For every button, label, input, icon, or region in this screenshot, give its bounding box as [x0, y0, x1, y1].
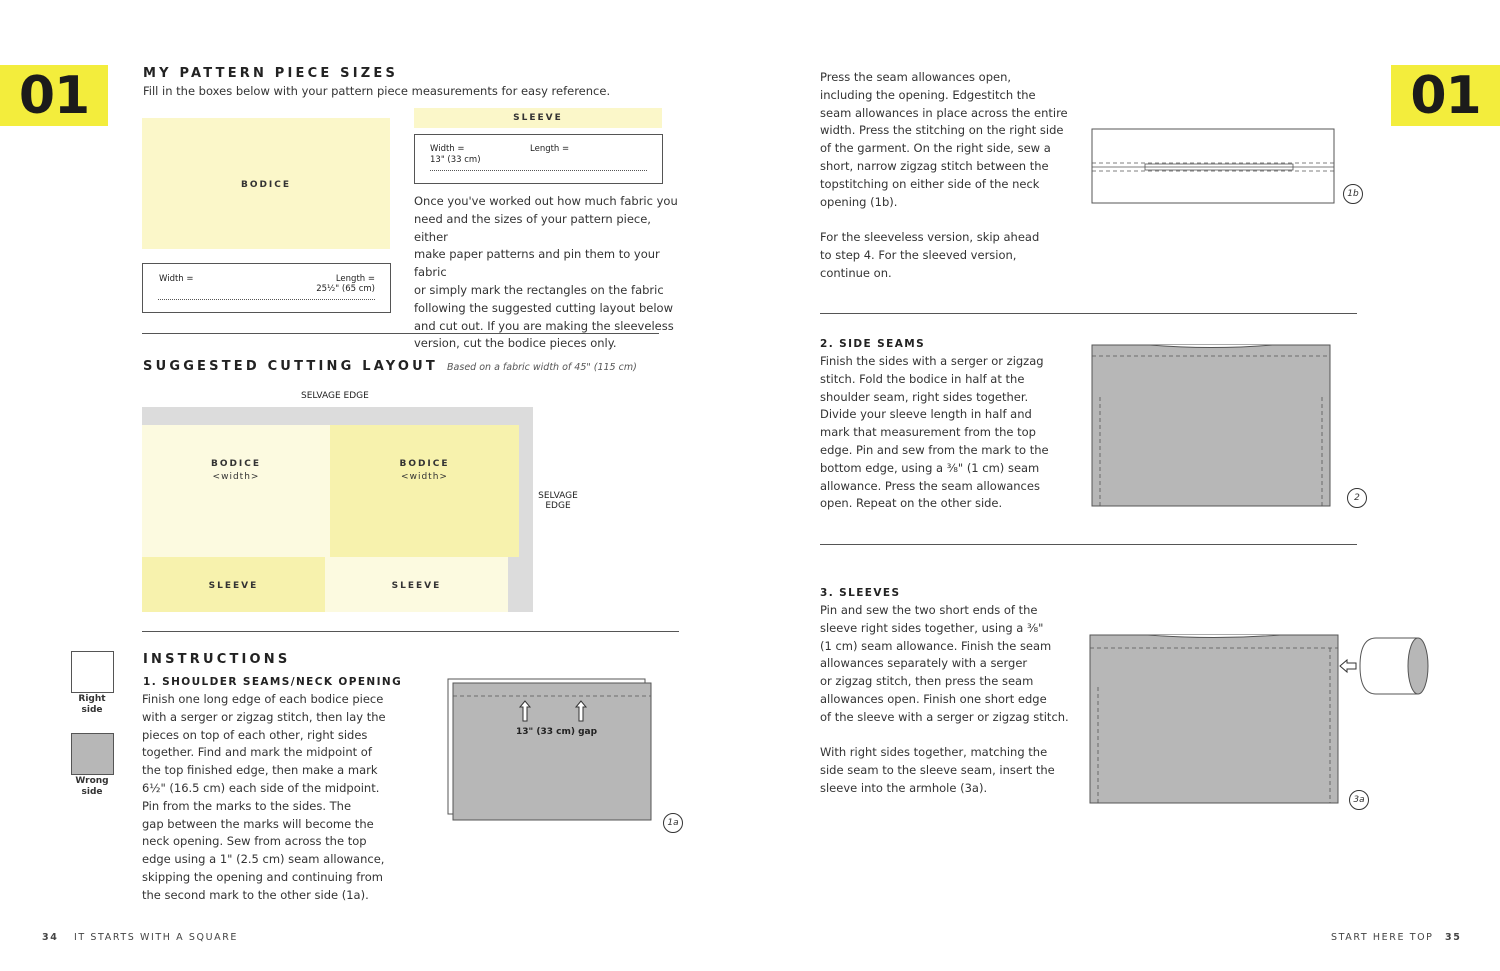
bodice-size-box [142, 118, 390, 249]
figure-2-label: 2 [1347, 488, 1367, 508]
step2-text: Finish the sides with a serger or zigzag stitch. Fold the bodice in half at the shoulder seam, right sides together. Divide your sleeve length in half and mark that measurement from the top edge. Pin and sew from the mark to the bottom edge, using a ⅜" (1 cm) seam allowance. Press the seam allowances open. Repeat on the other side. [820, 354, 1049, 511]
figure-3a [1088, 632, 1433, 807]
instructions-heading: INSTRUCTIONS [143, 652, 291, 667]
sleeve-measure-box [414, 134, 663, 184]
divider-1 [142, 333, 659, 334]
layout-bodice-1: BODICE <width> [142, 425, 330, 564]
chapter-tab-right: 01 [1391, 65, 1500, 126]
figure-1a [445, 676, 660, 826]
layout-sleeve-1: SLEEVE [142, 557, 325, 612]
bodice-measure-box [142, 263, 391, 313]
footer-page-right: 35 [1445, 932, 1462, 943]
legend-right-label: Right side [78, 694, 106, 715]
legend-right-swatch [71, 651, 114, 693]
figure-1b-label: 1b [1343, 184, 1363, 204]
sleeve-length-label: Length = [530, 144, 570, 154]
selvage-right-label: SELVAGE EDGE [538, 491, 578, 511]
sleeve-width-value: 13" (33 cm) [430, 155, 481, 165]
layout-bodice-2: BODICE <width> [330, 425, 519, 557]
footer-page-left: 34 [42, 932, 59, 943]
step3-title: 3. SLEEVES [820, 587, 901, 599]
step1-text: Finish one long edge of each bodice piece with a serger or zigzag stitch, then lay the pieces on top of each other, right sides together. Find and mark the midpoint of the top finished edge, then make a mark 6½" (16.5 cm) each side of the midpoint. Pin from the marks to the sides. The gap between the marks will become the neck opening. Sew from across the top edge using a 1" (2.5 cm) seam allowance, skipping the opening and continuing from the second mark to the other side (1a). [142, 692, 386, 902]
legend-wrong-swatch [71, 733, 114, 775]
figure-2 [1090, 342, 1335, 510]
gap-label: 13" (33 cm) gap [516, 727, 598, 737]
divider-2 [142, 631, 679, 632]
legend-wrong-label: Wrong side [75, 776, 109, 797]
step2-title: 2. SIDE SEAMS [820, 338, 926, 350]
bodice-length-label: Length = [335, 274, 375, 284]
step3-text: Pin and sew the two short ends of the sleeve right sides together, using a ⅜" (1 cm) seam allowance. Finish the seam allowances separately with a serger or zigzag stitch, then press the seam allowances open. Finish one short edge of the sleeve with a serger or zigzag stitch. [820, 603, 1069, 724]
sleeve-size-header [414, 108, 662, 128]
pattern-sizes-heading: MY PATTERN PIECE SIZES [143, 66, 399, 81]
divider-3 [820, 313, 1357, 314]
sleeve-tube [1360, 638, 1428, 694]
cutting-layout-heading: SUGGESTED CUTTING LAYOUT [143, 359, 438, 374]
figure-3a-label: 3a [1349, 790, 1369, 810]
chapter-tab-left: 01 [0, 65, 108, 126]
sleeve-size-label: SLEEVE [513, 113, 563, 123]
pattern-sizes-subtitle: Fill in the boxes below with your pattern piece measurements for easy reference. [143, 84, 611, 98]
pattern-paragraph: Once you've worked out how much fabric you need and the sizes of your pattern piece, either make paper patterns and pin them to your fabric or simply mark the rectangles on the fabric following the suggested cutting layout below and cut out. If you are making the sleeveless version, cut the bodice pieces only. [414, 194, 678, 351]
bodice-fill-line [158, 299, 375, 300]
cutting-layout-heading-row [143, 355, 637, 374]
footer-title-left: IT STARTS WITH A SQUARE [74, 932, 239, 943]
figure-1b [1090, 127, 1340, 207]
bodice-length-value: 25½" (65 cm) [316, 284, 375, 294]
arrow-left-icon [1340, 660, 1356, 672]
sleeve-width-label: Width = [430, 144, 465, 154]
sleeveless-text: For the sleeveless version, skip ahead to step 4. For the sleeved version, continue on. [820, 230, 1040, 280]
selvage-top-label: SELVAGE EDGE [301, 391, 369, 401]
step3b-text: With right sides together, matching the side seam to the sleeve seam, insert the sleeve into the armhole (3a). [820, 745, 1055, 795]
divider-4 [820, 544, 1357, 545]
bodice-size-label: BODICE [240, 180, 292, 190]
cutting-layout-note: Based on a fabric width of 45" (115 cm) [447, 362, 637, 373]
footer-title-right: START HERE TOP [1331, 932, 1434, 943]
layout-sleeve-2: SLEEVE [325, 557, 508, 612]
step1-title: 1. SHOULDER SEAMS/NECK OPENING [143, 676, 403, 688]
sleeve-fill-line [430, 170, 647, 171]
fabric-layout [142, 407, 533, 612]
bodice-width-label: Width = [159, 274, 194, 284]
intro-text: Press the seam allowances open, including the opening. Edgestitch the seam allowances in place across the entire width. Press the stitching on the right side of the garment. On the right side, sew a short, narrow zigzag stitch between the topstitching on either side of the neck opening (1b). [820, 70, 1068, 209]
figure-1a-label: 1a [663, 813, 683, 833]
